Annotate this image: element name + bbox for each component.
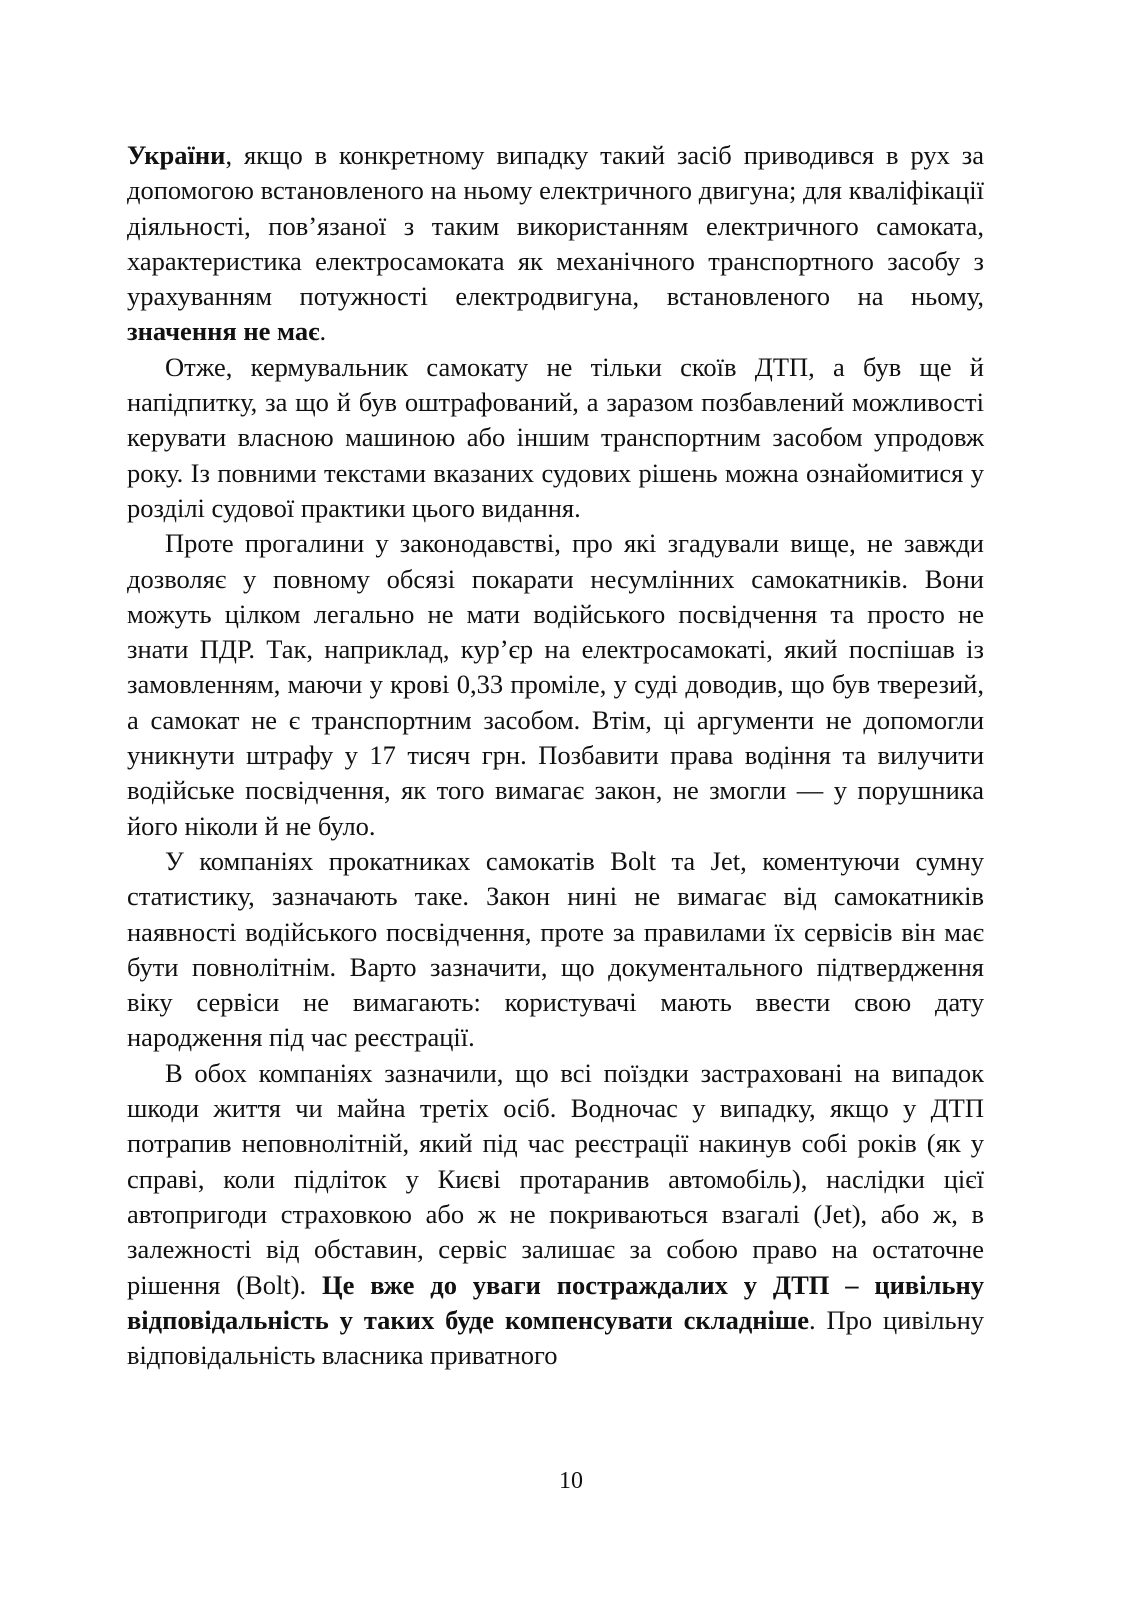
paragraph-2-run-1: Отже, кермувальник самокату не тільки скоїв ДТП, а був ще й напідпитку, за що й був оштрафований, а заразом позбавлений можливості керувати власною машиною або іншим транспортним засобом упродовж року. Із повними текстами вказаних судових рішень можна ознайомитися у розділі судової практики цього видання.: [127, 351, 984, 523]
paragraph-3-run-1: Проте прогалини у законодавстві, про які згадували вище, не завжди дозволяє у повному обсязі покарати несумлінних самокатників. Вони можуть цілком легально не мати водійського посвідчення та просто не знати ПДР. Так, наприклад, кур’єр на електросамокаті, який поспішав із замовленням, маючи у крові 0,33 проміле, у суді доводив, що був тверезий, а самокат не є транспортним засобом. Втім, ці аргументи не допомогли уникнути штрафу у 17 тисяч грн. Позбавити права водіння та вилучити водійське посвідчення, як того вимагає закон, не змогли — у порушника його ніколи й не було.: [127, 528, 984, 841]
paragraph-4-run-1: У компаніях прокатниках самокатів Bolt та Jet, коментуючи сумну статистику, зазначають таке. Закон нині не вимагає від самокатників наявності водійського посвідчення, проте за правилами їх сервісів він має бути повнолітнім. Варто зазначити, що документального підтвердження віку сервіси не вимагають: користувачі мають ввести свою дату народження під час реєстрації.: [127, 845, 984, 1053]
paragraph-1-run-2: , якщо в конкретному випадку такий засіб приводився в рух за допомогою встановленого на ньому електричного двигуна; для кваліфікації діяльності, пов’язаної з таким використанням електричного самоката, характеристика електросамоката як механічного транспортного засобу з урахуванням потужності електродвигуна, встановленого на ньому,: [127, 140, 984, 312]
paragraph-5-run-2: Це вже до уваги постраждалих у ДТП – цивільну відповідальність у таких буде компенсувати складніше: [127, 1269, 984, 1335]
paragraph-2: [127, 350, 984, 526]
paragraph-4: [127, 844, 984, 1056]
paragraph-5: [127, 1056, 984, 1374]
paragraph-1-run-3: значення не має: [127, 316, 320, 347]
paragraph-5-run-1: В обох компаніях зазначили, що всі поїздки застраховані на випадок шкоди життя чи майна третіх осіб. Водночас у випадку, якщо у ДТП потрапив неповнолітній, який під час реєстрації накинув собі років (як у справі, коли підліток у Києві протаранив автомобіль), наслідки цієї автопригоди страховкою або ж не покриваються взагалі (Jet), або ж, в залежності від обставин, сервіс залишає за собою право на остаточне рішення (Bolt).: [127, 1057, 984, 1300]
paragraph-1-run-4: .: [319, 316, 327, 347]
paragraph-3: [127, 526, 984, 844]
paragraph-1: [127, 138, 984, 350]
paragraph-5-run-3: . Про цивільну відповідальність власника приватного: [127, 1304, 985, 1371]
paragraph-1-run-1: України: [127, 140, 226, 170]
document-body: [127, 138, 984, 1373]
page-number: 10: [559, 1468, 583, 1494]
